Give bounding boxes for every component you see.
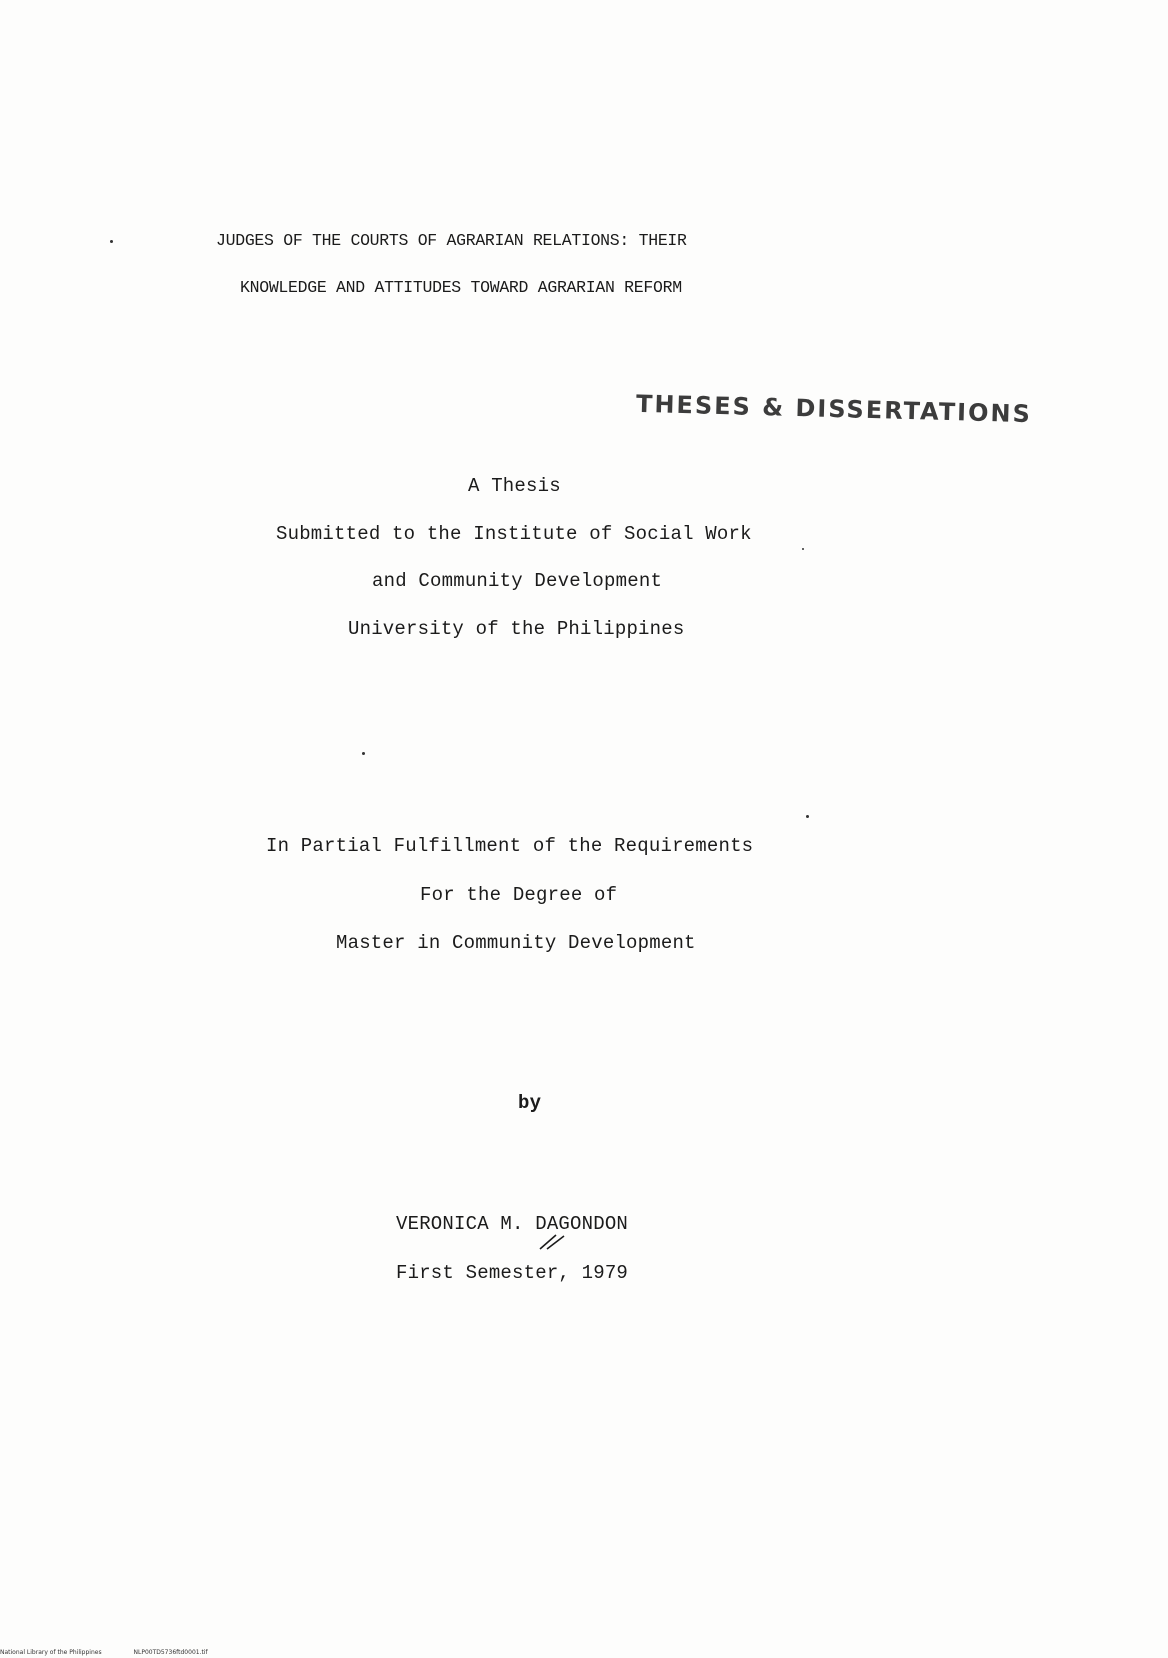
fulfillment-line-2: For the Degree of — [420, 884, 618, 906]
pen-mark-icon — [538, 1233, 566, 1251]
fulfillment-line-3: Master in Community Development — [336, 932, 696, 954]
fulfillment-line-1: In Partial Fulfillment of the Requirements — [266, 835, 754, 857]
footer-library: National Library of the Philippines — [0, 1649, 102, 1656]
dust-speck — [110, 240, 113, 243]
date-line: First Semester, 1979 — [396, 1262, 629, 1284]
dust-speck — [806, 815, 809, 818]
by-line: by — [518, 1092, 542, 1114]
submission-line-1: A Thesis — [468, 475, 561, 497]
title-line-1: JUDGES OF THE COURTS OF AGRARIAN RELATIONS: THEIR — [216, 232, 687, 251]
dust-speck — [802, 548, 804, 550]
dust-speck — [362, 752, 365, 755]
submission-line-2: Submitted to the Institute of Social Work — [276, 523, 752, 545]
scan-footer — [0, 1649, 208, 1656]
title-line-2: KNOWLEDGE AND ATTITUDES TOWARD AGRARIAN REFORM — [240, 279, 682, 298]
submission-line-4: University of the Philippines — [348, 618, 685, 640]
author-name: VERONICA M. DAGONDON — [396, 1213, 629, 1235]
theses-dissertations-stamp: THESES & DISSERTATIONS — [635, 389, 1033, 429]
footer-file: NLP00TD5736ftd0001.tif — [133, 1649, 208, 1656]
submission-line-3: and Community Development — [372, 570, 663, 592]
